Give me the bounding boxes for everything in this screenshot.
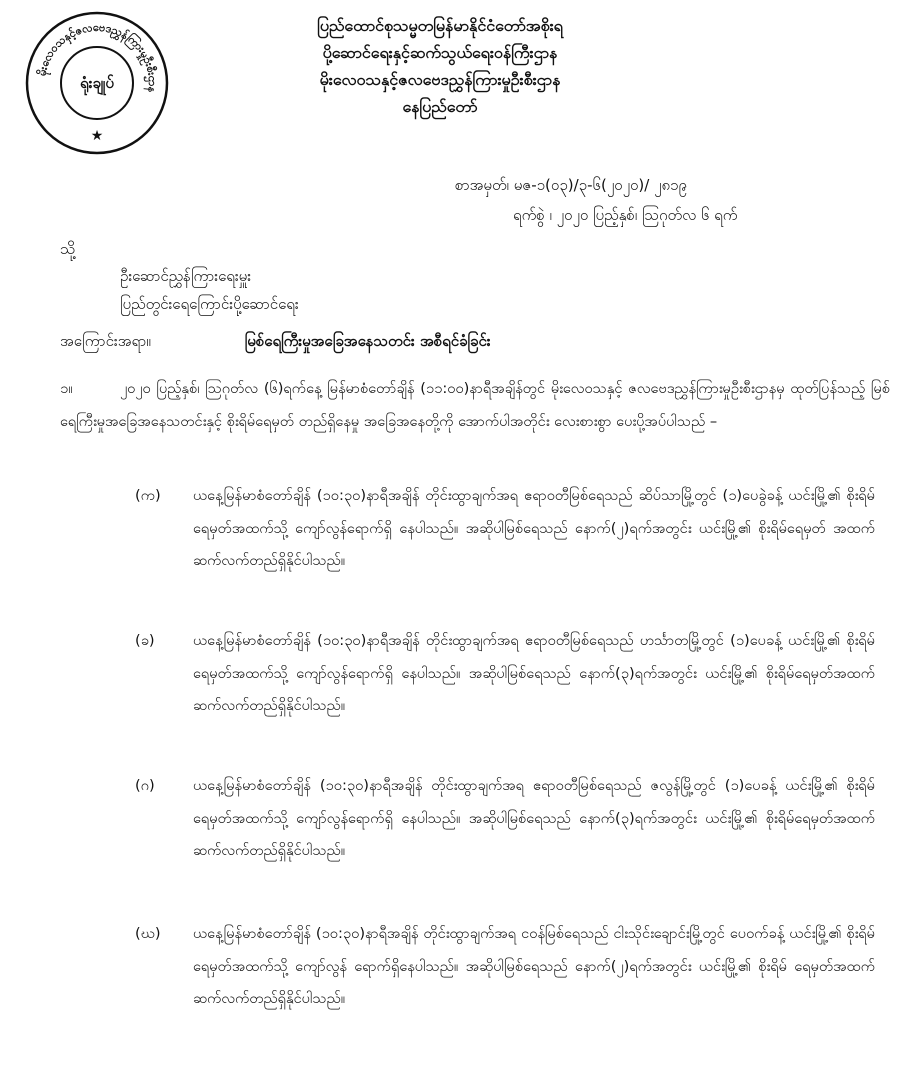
- letterhead-city: နေပြည်တော်: [402, 97, 478, 116]
- star-icon: ★: [90, 128, 104, 144]
- letterhead-government: ပြည်ထောင်စုသမ္မတမြန်မာနိုင်ငံတော်အစိုးရ: [317, 16, 563, 35]
- date-label: ရက်စွဲ: [513, 206, 545, 224]
- letterhead: [190, 12, 690, 120]
- subject-label: အကြောင်းအရာ။: [60, 332, 151, 350]
- seal-ring-text: မိုးလေဝသနှင့်ဇလဗေဒညွှန်ကြားမှုဦးစီးဌာန: [35, 20, 160, 94]
- reference-block: [455, 170, 885, 230]
- paragraph-1: [60, 372, 890, 438]
- recipient-title: ဦးဆောင်ညွှန်ကြားရေးမှူး: [120, 267, 252, 285]
- recipient-org: ပြည်တွင်းရေကြောင်းပို့ဆောင်ရေး: [120, 295, 299, 313]
- to-label: သို့: [60, 239, 76, 258]
- list-item-marker: (က): [135, 487, 161, 504]
- recipient-block: [120, 262, 299, 318]
- list-item-text: ယနေ့မြန်မာစံတော်ချိန် (၁၀:၃၀)နာရီအချိန် တိုင်းထွာချက်အရ ဧရာဝတီမြစ်ရေသည် ဇလွန်မြို့တွင် (၁)ပေခန့် ယင်းမြို့၏ စိုးရိမ်ရေမှတ်အထက်သို့ ကျော်လွန်ရောက်ရှိ နေပါသည်။ အဆိုပါမြစ်ရေသည် နောက်(၃)ရက်အတွင်း ယင်းမြို့၏ စိုးရိမ်ရေမှတ်အထက် ဆက်လက်တည်ရှိနိုင်ပါသည်။: [193, 777, 875, 859]
- letter-number: မဇ-၁(၀၃)/၃-၆(၂၀၂၀)/ ၂၈၁၉: [513, 176, 687, 194]
- paragraph-text: ၂၀၂၀ ပြည့်နှစ်၊ ဩဂုတ်လ (၆)ရက်နေ့ မြန်မာစံတော်ချိန် (၁၁:၀၀)နာရီအချိန်တွင် မိုးလေဝသနှင့် ဇလဗေဒညွှန်ကြားမှုဦးစီးဌာနမှ ထုတ်ပြန်သည့် မြစ်ရေကြီးမှုအခြေအနေသတင်းနှင့် စိုးရိမ်ရေမှတ် တည်ရှိနေမှု အခြေအနေတို့ကို အောက်ပါအတိုင်း လေးစားစွာ ပေးပို့အပ်ပါသည် –: [60, 380, 890, 430]
- list-item-marker: (ခ): [135, 632, 155, 649]
- subject-title: မြစ်ရေကြီးမှုအခြေအနေသတင်း အစီရင်ခံခြင်း: [244, 332, 491, 350]
- letterhead-department: မိုးလေဝသနှင့်ဇလဗေဒညွှန်ကြားမှုဦးစီးဌာန: [319, 70, 561, 89]
- list-item-text: ယနေ့မြန်မာစံတော်ချိန် (၁၀:၃၀)နာရီအချိန် တိုင်းထွာချက်အရ ဧရာဝတီမြစ်ရေသည် ဟင်္သာတမြို့တွင် (၁)ပေခန့် ယင်းမြို့၏ စိုးရိမ်ရေမှတ်အထက်သို့ ကျော်လွန်ရောက်ရှိ နေပါသည်။ အဆိုပါမြစ်ရေသည် နောက်(၃)ရက်အတွင်း ယင်းမြို့၏ စိုးရိမ်ရေမှတ်အထက် ဆက်လက်တည်ရှိနိုင်ပါသည်။: [193, 632, 875, 714]
- subject-line: [60, 332, 491, 354]
- list-item-marker: (ဃ): [135, 925, 161, 942]
- list-item-text: ယနေ့မြန်မာစံတော်ချိန် (၁၀:၃၀)နာရီအချိန် တိုင်းထွာချက်အရ ငဝန်မြစ်ရေသည် ငါးသိုင်းချောင်းမြို့တွင် ပေဝက်ခန့် ယင်းမြို့၏ စိုးရိမ်ရေမှတ်အထက်သို့ ကျော်လွန် ရောက်ရှိနေပါသည်။ အဆိုပါမြစ်ရေသည် နောက်(၂)ရက်အတွင်း ယင်းမြို့၏ စိုးရိမ် ရေမှတ်အထက် ဆက်လက်တည်ရှိနိုင်ပါသည်။: [193, 925, 875, 1007]
- official-seal: [22, 8, 172, 158]
- letter-number-row: [455, 170, 885, 200]
- list-item-text: ယနေ့မြန်မာစံတော်ချိန် (၁၀:၃၀)နာရီအချိန် တိုင်းထွာချက်အရ ဧရာဝတီမြစ်ရေသည် ဆိပ်သာမြို့တွင် (၁)ပေခွဲခန့် ယင်းမြို့၏ စိုးရိမ်ရေမှတ်အထက်သို့ ကျော်လွန်ရောက်ရှိ နေပါသည်။ အဆိုပါမြစ်ရေသည် နောက်(၂)ရက်အတွင်း ယင်းမြို့၏ စိုးရိမ်ရေမှတ် အထက် ဆက်လက်တည်ရှိနိုင်ပါသည်။: [193, 487, 875, 569]
- date-value: ၊ ၂၀၂၀ ပြည့်နှစ်၊ ဩဂုတ်လ ၆ ရက်: [549, 206, 738, 224]
- letterhead-ministry: ပို့ဆောင်ရေးနှင့်ဆက်သွယ်ရေးဝန်ကြီးဌာန: [322, 43, 558, 62]
- list-item-marker: (ဂ): [135, 777, 155, 794]
- letter-number-label: စာအမှတ်၊: [455, 176, 509, 194]
- seal-center-text: ရုံးချုပ်: [80, 74, 114, 92]
- date-row: [455, 200, 885, 230]
- paragraph-number: ၁။: [60, 380, 73, 397]
- seal-icon: [22, 8, 172, 158]
